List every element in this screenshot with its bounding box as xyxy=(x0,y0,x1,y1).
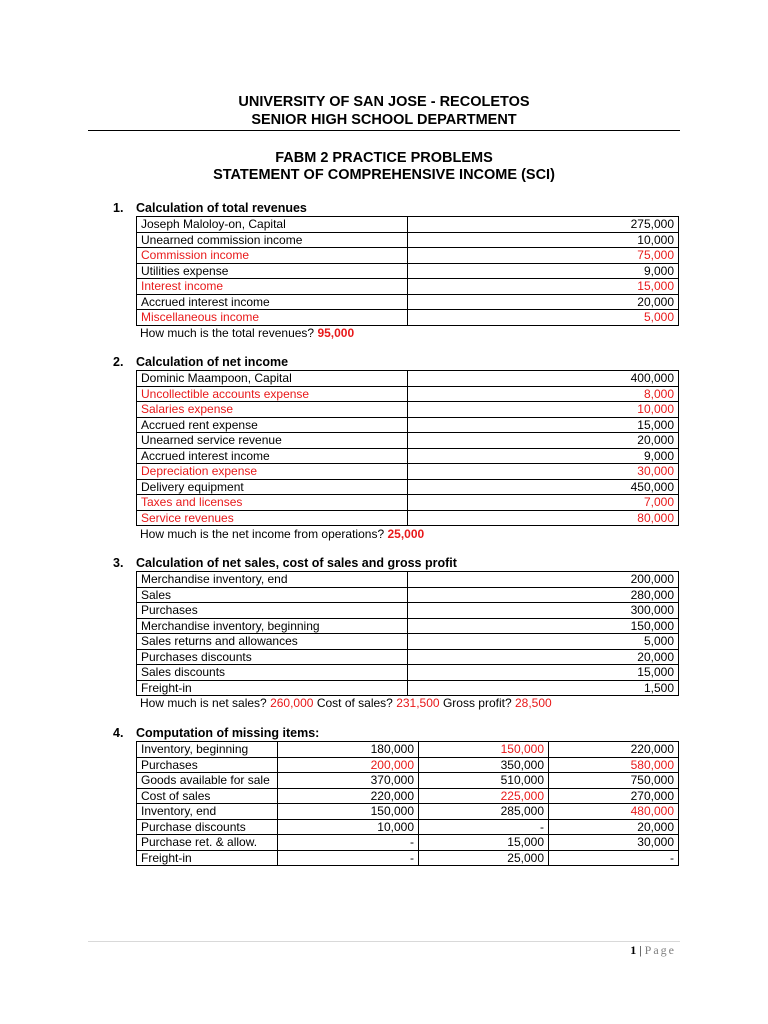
account-name: Purchases xyxy=(137,603,408,619)
table-row xyxy=(137,665,679,681)
account-amount: 20,000 xyxy=(408,294,679,310)
item-name: Inventory, end xyxy=(137,804,278,820)
account-name: Merchandise inventory, end xyxy=(137,572,408,588)
case-2-value: 150,000 xyxy=(419,742,549,758)
question-text: How much is the total revenues? xyxy=(140,326,315,340)
table-row xyxy=(137,603,679,619)
case-2-value: 285,000 xyxy=(419,804,549,820)
account-name: Unearned commission income xyxy=(137,232,408,248)
answer-cost-of-sales: 231,500 xyxy=(396,696,440,710)
account-amount: 200,000 xyxy=(408,572,679,588)
table-row xyxy=(137,433,679,449)
page-separator: | xyxy=(639,943,642,957)
answer-net-sales: 260,000 xyxy=(270,696,314,710)
case-3-value: 20,000 xyxy=(549,819,679,835)
case-1-value: 370,000 xyxy=(278,773,419,789)
table-row xyxy=(137,464,679,480)
case-3-value: 270,000 xyxy=(549,788,679,804)
account-name: Accrued interest income xyxy=(137,294,408,310)
account-name: Accrued interest income xyxy=(137,448,408,464)
table-row xyxy=(137,248,679,264)
table-row xyxy=(137,417,679,433)
account-name: Miscellaneous income xyxy=(137,310,408,326)
account-amount: 75,000 xyxy=(408,248,679,264)
table-row xyxy=(137,232,679,248)
problem-1-heading xyxy=(113,201,307,215)
account-name: Salaries expense xyxy=(137,402,408,418)
case-3-value: 580,000 xyxy=(549,757,679,773)
account-amount: 400,000 xyxy=(408,371,679,387)
case-3-value: 480,000 xyxy=(549,804,679,820)
account-name: Utilities expense xyxy=(137,263,408,279)
account-name: Service revenues xyxy=(137,510,408,526)
account-amount: 8,000 xyxy=(408,386,679,402)
account-name: Sales returns and allowances xyxy=(137,634,408,650)
item-name: Purchase ret. & allow. xyxy=(137,835,278,851)
table-row xyxy=(137,572,679,588)
question-cost-of-sales: Cost of sales? xyxy=(316,696,393,710)
case-2-value: 225,000 xyxy=(419,788,549,804)
account-amount: 275,000 xyxy=(408,217,679,233)
table-row xyxy=(137,495,679,511)
school-name: UNIVERSITY OF SAN JOSE - RECOLETOS xyxy=(238,94,530,110)
account-amount: 5,000 xyxy=(408,634,679,650)
department-name: SENIOR HIGH SCHOOL DEPARTMENT xyxy=(251,112,517,128)
table-row xyxy=(137,757,679,773)
case-1-value: 10,000 xyxy=(278,819,419,835)
account-name: Commission income xyxy=(137,248,408,264)
case-3-value: 30,000 xyxy=(549,835,679,851)
question-net-sales: How much is net sales? xyxy=(140,696,267,710)
table-row xyxy=(137,217,679,233)
case-2-value: - xyxy=(419,819,549,835)
page-word: Page xyxy=(644,943,676,957)
case-2-value: 350,000 xyxy=(419,757,549,773)
table-row xyxy=(137,294,679,310)
case-2-value: 15,000 xyxy=(419,835,549,851)
problem-title: Calculation of net sales, cost of sales and gross profit xyxy=(136,556,457,570)
item-name: Freight-in xyxy=(137,850,278,866)
account-amount: 30,000 xyxy=(408,464,679,480)
question-text: How much is the net income from operations? xyxy=(140,527,385,541)
case-1-value: 180,000 xyxy=(278,742,419,758)
account-name: Accrued rent expense xyxy=(137,417,408,433)
item-name: Purchase discounts xyxy=(137,819,278,835)
table-row xyxy=(137,448,679,464)
table-row xyxy=(137,804,679,820)
account-amount: 9,000 xyxy=(408,448,679,464)
case-1-value: 220,000 xyxy=(278,788,419,804)
table-row xyxy=(137,402,679,418)
table-row xyxy=(137,634,679,650)
table-row xyxy=(137,680,679,696)
problem-2-heading xyxy=(113,355,288,369)
case-2-value: 25,000 xyxy=(419,850,549,866)
item-name: Inventory, beginning xyxy=(137,742,278,758)
problem-1-table xyxy=(136,216,679,326)
account-name: Purchases discounts xyxy=(137,649,408,665)
answer-value: 25,000 xyxy=(387,527,425,541)
account-name: Sales xyxy=(137,587,408,603)
problem-title: Calculation of total revenues xyxy=(136,201,307,215)
account-amount: 280,000 xyxy=(408,587,679,603)
account-name: Depreciation expense xyxy=(137,464,408,480)
problem-title: Calculation of net income xyxy=(136,355,289,369)
item-name: Purchases xyxy=(137,757,278,773)
problem-3-table xyxy=(136,571,679,696)
account-name: Taxes and licenses xyxy=(137,495,408,511)
account-name: Unearned service revenue xyxy=(137,433,408,449)
account-amount: 1,500 xyxy=(408,680,679,696)
problem-3-question xyxy=(140,696,552,710)
problem-4-table xyxy=(136,741,679,866)
case-1-value: - xyxy=(278,835,419,851)
account-name: Interest income xyxy=(137,279,408,295)
table-row xyxy=(137,773,679,789)
case-2-value: 510,000 xyxy=(419,773,549,789)
account-amount: 15,000 xyxy=(408,417,679,433)
case-3-value: - xyxy=(549,850,679,866)
account-amount: 150,000 xyxy=(408,618,679,634)
account-name: Uncollectible accounts expense xyxy=(137,386,408,402)
account-name: Delivery equipment xyxy=(137,479,408,495)
question-gross-profit: Gross profit? xyxy=(442,696,512,710)
case-1-value: - xyxy=(278,850,419,866)
account-name: Freight-in xyxy=(137,680,408,696)
answer-gross-profit: 28,500 xyxy=(514,696,552,710)
footer-rule xyxy=(88,941,680,942)
table-row xyxy=(137,263,679,279)
table-row xyxy=(137,371,679,387)
problem-number: 4. xyxy=(113,726,124,740)
problem-2-question xyxy=(140,527,424,541)
account-name: Dominic Maampoon, Capital xyxy=(137,371,408,387)
table-row xyxy=(137,788,679,804)
item-name: Cost of sales xyxy=(137,788,278,804)
answer-value: 95,000 xyxy=(317,326,355,340)
account-name: Sales discounts xyxy=(137,665,408,681)
case-1-value: 200,000 xyxy=(278,757,419,773)
account-amount: 300,000 xyxy=(408,603,679,619)
problem-number: 2. xyxy=(113,355,124,369)
problem-1-question xyxy=(140,326,354,340)
table-row xyxy=(137,742,679,758)
problem-3-heading xyxy=(113,556,457,570)
document-subtitle: STATEMENT OF COMPREHENSIVE INCOME (SCI) xyxy=(213,167,555,183)
problem-4-heading xyxy=(113,726,319,740)
table-row xyxy=(137,279,679,295)
case-3-value: 750,000 xyxy=(549,773,679,789)
account-amount: 15,000 xyxy=(408,665,679,681)
account-amount: 80,000 xyxy=(408,510,679,526)
table-row xyxy=(137,587,679,603)
account-amount: 10,000 xyxy=(408,402,679,418)
table-row xyxy=(137,618,679,634)
account-amount: 15,000 xyxy=(408,279,679,295)
account-name: Joseph Maloloy-on, Capital xyxy=(137,217,408,233)
table-row xyxy=(137,479,679,495)
account-amount: 450,000 xyxy=(408,479,679,495)
account-name: Merchandise inventory, beginning xyxy=(137,618,408,634)
case-3-value: 220,000 xyxy=(549,742,679,758)
item-name: Goods available for sale xyxy=(137,773,278,789)
case-1-value: 150,000 xyxy=(278,804,419,820)
table-row xyxy=(137,649,679,665)
account-amount: 20,000 xyxy=(408,433,679,449)
account-amount: 9,000 xyxy=(408,263,679,279)
account-amount: 5,000 xyxy=(408,310,679,326)
page-footer xyxy=(630,943,676,958)
problem-number: 1. xyxy=(113,201,124,215)
table-row xyxy=(137,510,679,526)
problem-2-table xyxy=(136,370,679,526)
table-row xyxy=(137,835,679,851)
header-rule xyxy=(88,130,680,131)
table-row xyxy=(137,819,679,835)
account-amount: 7,000 xyxy=(408,495,679,511)
problem-number: 3. xyxy=(113,556,124,570)
page-number: 1 xyxy=(630,943,637,957)
problem-title: Computation of missing items: xyxy=(136,726,320,740)
table-row xyxy=(137,310,679,326)
table-row xyxy=(137,386,679,402)
account-amount: 10,000 xyxy=(408,232,679,248)
document-title: FABM 2 PRACTICE PROBLEMS xyxy=(275,150,493,166)
account-amount: 20,000 xyxy=(408,649,679,665)
table-row xyxy=(137,850,679,866)
